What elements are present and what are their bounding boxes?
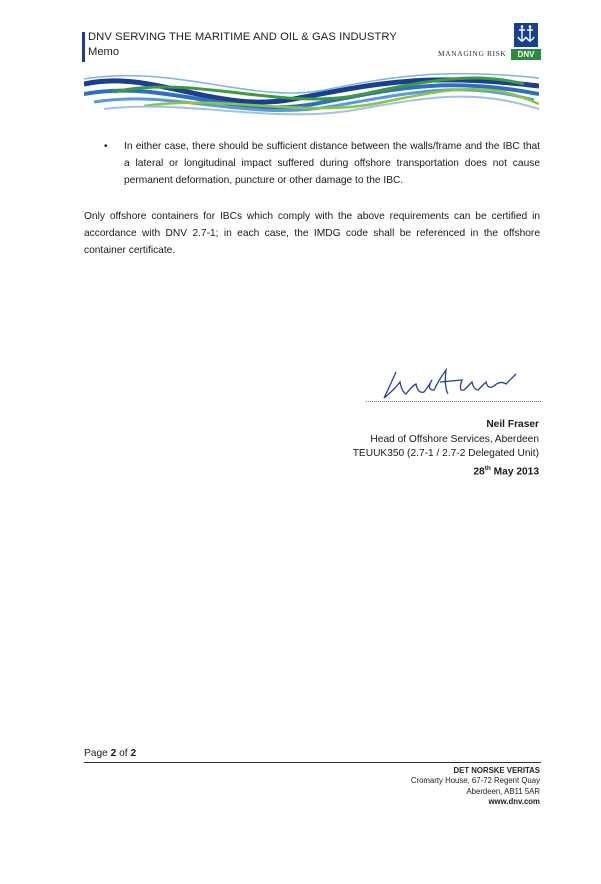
dnv-logo [511, 23, 541, 61]
managing-risk-tagline: MANAGING RISK [438, 49, 507, 58]
bullet-text: In either case, there should be sufficient distance between the walls/frame and the IBC that a lateral or longitudinal impact suffered during offshore transportation does not cause permanent deformation, puncture or other damage to the IBC. [124, 141, 540, 186]
page-number: Page 2 of 2 [84, 748, 137, 759]
signatory-unit: TEUUK350 (2.7-1 / 2.7-2 Delegated Unit) [352, 448, 539, 460]
footer-website: www.dnv.com [488, 797, 540, 807]
bullet-dot: • [104, 141, 108, 152]
header-title: DNV SERVING THE MARITIME AND OIL & GAS INDUSTRY [88, 31, 397, 43]
body-paragraph: Only offshore containers for IBCs which comply with the above requirements can be certified in accordance with DNV 2.7-1; in each case, the IMDG code shall be referenced in the offshore container certificate. [84, 211, 540, 256]
signatory-name: Neil Fraser [486, 419, 539, 430]
handwritten-signature [366, 360, 541, 405]
footer-address [411, 766, 540, 808]
footer-address-line1: Cromarty House, 67-72 Regent Quay [410, 776, 540, 786]
footer-address-line2: Aberdeen, AB11 5AR [466, 786, 540, 796]
dnv-logo-text: DNV [511, 49, 541, 60]
signature-block [353, 418, 539, 480]
header-accent-bar [82, 32, 85, 62]
header-doc-type: Memo [88, 46, 120, 58]
bullet-item [104, 138, 540, 189]
signatory-title: Head of Offshore Services, Aberdeen [370, 433, 539, 445]
anchor-icon [514, 23, 538, 47]
footer-divider [84, 762, 541, 763]
footer-company: DET NORSKE VERITAS [453, 766, 540, 775]
wave-banner [84, 64, 539, 124]
signature-date: 28th May 2013 [473, 464, 539, 478]
signature-line [366, 401, 541, 402]
